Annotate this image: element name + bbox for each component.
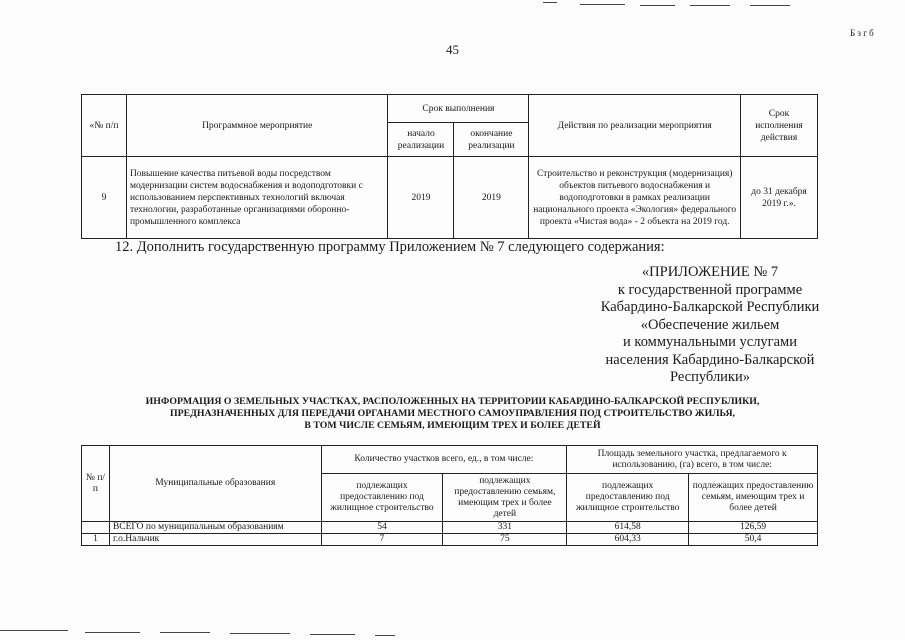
header-deadline: Срок исполнения действия	[741, 95, 818, 157]
header-actions: Действия по реализации мероприятия	[529, 95, 741, 157]
header-area-housing: подлежащих предоставлению под жилищное строительство	[567, 474, 689, 522]
row-name: ВСЕГО по муниципальным образованиям	[109, 522, 321, 534]
scan-line	[375, 635, 395, 636]
row-event: Повышение качества питьевой воды посредством модернизации систем водоснабжения и водоподготовки с использованием перспективных технологий включая технологии, разработанные организациями оборонно-промышленного комплекса	[126, 157, 388, 239]
row-start: 2019	[388, 157, 454, 239]
header-municipal: Муниципальные образования	[109, 446, 321, 522]
heading-line: ПРЕДНАЗНАЧЕННЫХ ДЛЯ ПЕРЕДАЧИ ОРГАНАМИ МЕСТНОГО САМОУПРАВЛЕНИЯ ПОД СТРОИТЕЛЬСТВО ЖИЛЬЯ,	[169, 408, 736, 419]
row-count-families: 75	[443, 534, 567, 546]
appendix-line: населения Кабардино-Балкарской	[605, 351, 815, 368]
header-event: Программное мероприятие	[126, 95, 388, 157]
program-events-table	[81, 94, 818, 239]
corner-mark: Б з г б	[850, 28, 874, 38]
appendix-line: к государственной программе	[617, 281, 803, 298]
header-term: Срок выполнения	[388, 95, 529, 123]
table-row	[82, 522, 818, 534]
header-count-group: Количество участков всего, ед., в том числе:	[321, 446, 567, 474]
scan-line	[750, 5, 790, 6]
amendment-paragraph: 12. Дополнить государственную программу Приложением № 7 следующего содержания:	[115, 239, 665, 255]
scan-line	[310, 634, 355, 635]
scan-line	[0, 630, 68, 631]
header-area-group: Площадь земельного участка, предлагаемого к использованию, (га) всего, в том числе:	[567, 446, 818, 474]
appendix-line: и коммунальными услугами	[623, 334, 797, 350]
table-row	[82, 157, 818, 239]
scan-line	[160, 632, 210, 633]
scan-line	[640, 5, 675, 6]
header-start: начало реализации	[388, 123, 454, 157]
row-count-families: 331	[443, 522, 567, 534]
appendix-line: Кабардино-Балкарской Республики	[600, 299, 820, 315]
row-num: 9	[82, 157, 127, 239]
row-count-housing: 54	[321, 522, 443, 534]
scan-line	[580, 4, 625, 5]
appendix-line: «ПРИЛОЖЕНИЕ № 7	[641, 264, 779, 280]
scan-line	[230, 633, 290, 634]
header-num: «№ п/п	[82, 95, 127, 157]
header-count-housing: подлежащих предоставлению под жилищное строительство	[321, 474, 443, 522]
row-area-families: 50,4	[689, 534, 818, 546]
scan-line	[85, 632, 140, 633]
section-heading	[80, 396, 825, 432]
heading-line: В ТОМ ЧИСЛЕ СЕМЬЯМ, ИМЕЮЩИМ ТРЕХ И БОЛЕЕ ДЕТЕЙ	[304, 420, 601, 431]
scan-line	[543, 2, 557, 3]
header-area-families: подлежащих предоставлению семьям, имеющим трех и более детей	[689, 474, 818, 522]
appendix-line: Республики»	[670, 369, 750, 385]
row-area-housing: 614,58	[567, 522, 689, 534]
header-num: № п/п	[82, 446, 110, 522]
scan-line	[690, 5, 730, 6]
appendix-line: «Обеспечение жильем	[640, 316, 780, 333]
header-end: окончание реализации	[454, 123, 529, 157]
page-number: 45	[446, 42, 459, 57]
row-num	[82, 522, 110, 534]
row-deadline: до 31 декабря 2019 г.».	[741, 157, 818, 239]
row-num: 1	[82, 534, 110, 546]
table-row	[82, 534, 818, 546]
header-count-families: подлежащих предоставлению семьям, имеющим трех и более детей	[443, 474, 567, 522]
row-area-housing: 604,33	[567, 534, 689, 546]
row-area-families: 126,59	[689, 522, 818, 534]
row-count-housing: 7	[321, 534, 443, 546]
appendix-caption	[560, 264, 860, 387]
heading-line: ИНФОРМАЦИЯ О ЗЕМЕЛЬНЫХ УЧАСТКАХ, РАСПОЛОЖЕННЫХ НА ТЕРРИТОРИИ КАБАРДИНО-БАЛКАРСКОЙ РЕСПУБЛИКИ,	[145, 396, 760, 407]
row-actions: Строительство и реконструкция (модернизация) объектов питьевого водоснабжения и водоподготовки в рамках реализации национального проекта «Экология» федерального проекта «Чистая вода» - 2 объекта на 2019 год.	[529, 157, 741, 239]
row-name: г.о.Нальчик	[109, 534, 321, 546]
land-plots-table	[81, 445, 818, 546]
row-end: 2019	[454, 157, 529, 239]
